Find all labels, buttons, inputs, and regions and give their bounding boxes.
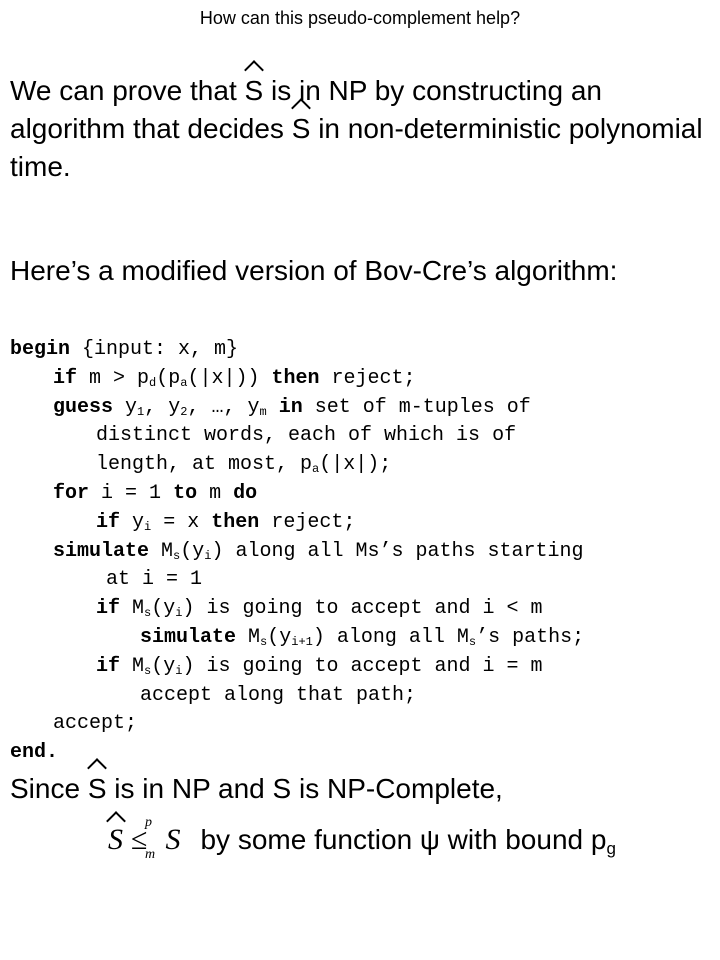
code-line: [10, 538, 715, 567]
algorithm-code: [10, 336, 715, 768]
keyword: simulate: [140, 625, 237, 649]
subscript: s: [260, 634, 268, 649]
keyword: in: [278, 395, 303, 419]
intro-text-1: We can prove that: [10, 75, 237, 106]
code-text: set of m-tuples of: [314, 395, 531, 419]
intro-text-2: is in NP by constructing an algorithm that decides: [10, 75, 602, 144]
code-text: accept along that path;: [140, 683, 417, 707]
keyword: if: [96, 597, 121, 621]
subscript: a: [312, 462, 320, 477]
code-line: [10, 710, 715, 739]
intro-text-3: in non-deterministic polynomial time.: [10, 113, 703, 182]
subscript: i: [175, 606, 183, 621]
code-text: M: [161, 539, 174, 563]
keyword: if: [96, 510, 121, 534]
code-text: accept;: [53, 712, 138, 736]
code-line: [10, 451, 715, 480]
code-line: [10, 624, 715, 653]
code-text: i = 1: [101, 481, 162, 505]
code-text: (y: [151, 654, 176, 678]
relation-superscript: p: [145, 815, 152, 830]
keyword: simulate: [53, 539, 150, 563]
subscript: i: [204, 548, 212, 563]
keyword: to: [173, 481, 198, 505]
code-line: [10, 653, 715, 682]
code-line: [10, 394, 715, 423]
s-hat-symbol: S: [108, 823, 123, 856]
subscript: 1: [137, 404, 145, 419]
code-text: {input: x, m}: [82, 338, 239, 361]
code-text: ) along all Ms’s paths starting: [211, 539, 584, 563]
subscript: 2: [180, 404, 188, 419]
code-text: ) is going to accept and i < m: [182, 597, 543, 621]
slide-title: How can this pseudo-complement help?: [199, 8, 521, 28]
bound-text: by some function ψ with bound p: [200, 824, 607, 855]
code-line: [10, 566, 715, 595]
code-text: (y: [267, 625, 292, 649]
code-text: ) along all M: [312, 625, 469, 649]
code-line: [10, 480, 715, 509]
subscript: i: [175, 663, 183, 678]
keyword: end.: [10, 741, 59, 765]
code-text: ’s paths;: [476, 625, 585, 649]
code-text: distinct words, each of which is of: [96, 424, 517, 448]
code-line: [10, 682, 715, 711]
code-text: (y: [151, 597, 176, 621]
conclusion-text-2: is in NP and S is NP-Complete,: [114, 773, 503, 804]
code-line: [10, 365, 715, 394]
s-hat-symbol: S: [292, 110, 311, 148]
code-text: M: [132, 654, 145, 678]
code-text: m: [209, 481, 222, 505]
code-text: (y: [180, 539, 205, 563]
intro-paragraph: [10, 72, 715, 186]
keyword: if: [96, 654, 121, 678]
conclusion-line: [10, 770, 503, 808]
code-text: (|x|);: [319, 453, 392, 477]
reduction-formula: [108, 815, 616, 865]
keyword: if: [53, 366, 78, 390]
code-text: reject;: [331, 366, 416, 390]
keyword: then: [211, 510, 260, 534]
code-line: [10, 422, 715, 451]
code-text: M: [132, 597, 145, 621]
code-line: [10, 509, 715, 538]
code-text: y: [132, 510, 145, 534]
conclusion-text-1: Since: [10, 773, 81, 804]
algorithm-heading: Here’s a modified version of Bov-Cre’s algorithm:: [10, 255, 618, 286]
code-text: y: [125, 395, 138, 419]
subscript: m: [259, 404, 267, 419]
formula-text: [200, 824, 615, 856]
reduction-relation: ≤ p m: [131, 815, 156, 862]
subscript: a: [180, 375, 188, 390]
code-text: at i = 1: [106, 568, 203, 592]
keyword: guess: [53, 395, 114, 419]
subscript: i+1: [291, 634, 313, 649]
code-text: length, at most, p: [96, 453, 313, 477]
code-text: m > p: [89, 366, 150, 390]
code-line: [10, 739, 715, 768]
code-text: , y: [144, 395, 181, 419]
code-line: [10, 595, 715, 624]
code-text: = x: [163, 510, 200, 534]
keyword: do: [233, 481, 258, 505]
code-text: (|x|)): [187, 366, 260, 390]
s-symbol: S: [165, 823, 181, 856]
subscript: s: [144, 606, 152, 621]
code-line: [10, 336, 715, 365]
subscript: g: [606, 839, 616, 858]
keyword: then: [271, 366, 320, 390]
s-hat-symbol: S: [88, 770, 107, 808]
subscript: s: [173, 548, 181, 563]
code-text: ) is going to accept and i = m: [182, 654, 543, 678]
keyword: begin: [10, 338, 71, 361]
subscript: d: [149, 375, 157, 390]
keyword: for: [53, 481, 90, 505]
subscript: s: [468, 634, 477, 649]
s-hat-symbol: S: [245, 72, 264, 110]
code-text: (p: [156, 366, 181, 390]
subscript: s: [144, 663, 152, 678]
code-text: M: [248, 625, 261, 649]
code-text: reject;: [271, 510, 356, 534]
relation-subscript: m: [145, 847, 156, 862]
code-text: , …, y: [187, 395, 260, 419]
subscript: i: [144, 519, 152, 534]
